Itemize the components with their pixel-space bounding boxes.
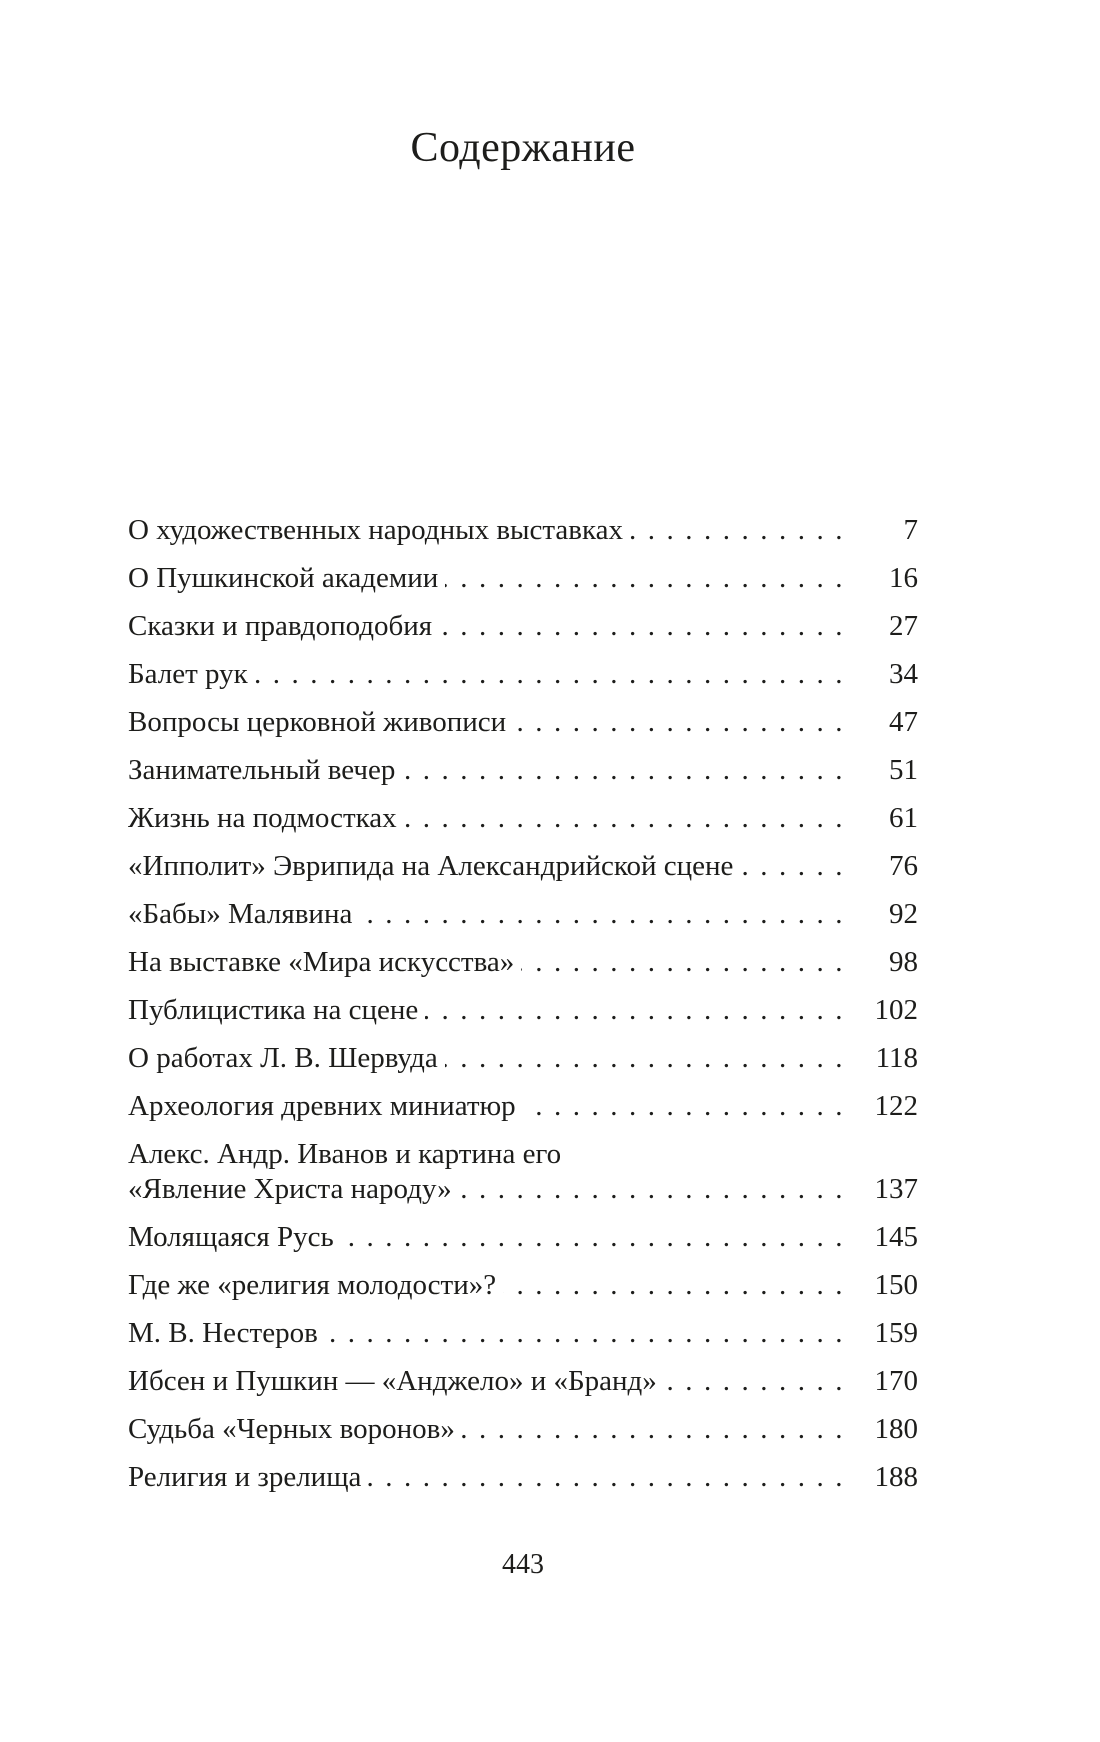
toc-entry-page: 34 — [889, 658, 918, 690]
toc-entry-page: 7 — [903, 514, 918, 546]
toc-entry — [128, 993, 918, 1028]
toc-entry-title: «Бабы» Малявина — [128, 898, 353, 930]
toc-entry-line — [128, 1220, 918, 1255]
toc-entry-page: 47 — [889, 706, 918, 738]
toc-entry — [128, 1412, 918, 1447]
toc-entry-title: Где же «религия молодости»? — [128, 1269, 497, 1301]
toc-entry-line — [128, 1460, 918, 1495]
page-number: 443 — [502, 1549, 544, 1580]
toc-entry — [128, 1137, 918, 1207]
toc-entry-page: 145 — [874, 1221, 918, 1253]
toc-entry — [128, 945, 918, 980]
toc-entry-title: Судьба «Черных воронов» — [128, 1413, 455, 1445]
toc-entry — [128, 801, 918, 836]
toc-entry-title: Алекс. Андр. Иванов и картина его — [128, 1138, 562, 1170]
toc-entry-line — [128, 1172, 918, 1207]
page-title: Содержание — [410, 125, 636, 171]
dot-leader — [664, 1364, 854, 1399]
toc-entry-title: М. В. Нестеров — [128, 1317, 318, 1349]
dot-leader — [523, 1089, 854, 1124]
toc-entry-line — [128, 609, 918, 644]
toc-entry-line — [128, 1041, 918, 1076]
dot-leader — [503, 1268, 854, 1303]
toc-entry-title: На выставке «Мира искусства» — [128, 946, 515, 978]
toc-entry-line — [128, 1137, 918, 1172]
toc-entry-page: 159 — [874, 1317, 918, 1349]
toc-entry — [128, 657, 918, 692]
toc-entry-page: 188 — [874, 1461, 918, 1493]
toc-entry — [128, 705, 918, 740]
toc-entry-page: 102 — [874, 994, 918, 1026]
dot-leader — [255, 657, 854, 692]
toc-entry-title: О работах Л. В. Шервуда — [128, 1042, 438, 1074]
toc-entry-page: 51 — [889, 754, 918, 786]
toc-entry-title: Занимательный вечер — [128, 754, 396, 786]
toc-entry-title: Археология древних миниатюр — [128, 1090, 516, 1122]
dot-leader — [459, 1172, 854, 1207]
toc-entry — [128, 849, 918, 884]
toc-entry-line — [128, 513, 918, 548]
toc-entry — [128, 1316, 918, 1351]
toc-entry-title: О художественных народных выставках — [128, 514, 623, 546]
toc-entry — [128, 1268, 918, 1303]
dot-leader — [439, 609, 854, 644]
toc-entry-page: 150 — [874, 1269, 918, 1301]
toc-entry-line — [128, 753, 918, 788]
toc-entry — [128, 609, 918, 644]
toc-entry — [128, 1220, 918, 1255]
toc-entry-line — [128, 705, 918, 740]
toc-entry-line — [128, 897, 918, 932]
toc-entry-title: Жизнь на подмостках — [128, 802, 397, 834]
toc-entry-line — [128, 1268, 918, 1303]
toc-entry — [128, 1460, 918, 1495]
toc-entry — [128, 561, 918, 596]
dot-leader — [368, 1460, 854, 1495]
dot-leader — [445, 1041, 854, 1076]
toc-entry — [128, 513, 918, 548]
toc-entry — [128, 1041, 918, 1076]
dot-leader — [513, 705, 854, 740]
dot-leader — [462, 1412, 854, 1447]
dot-leader — [521, 945, 854, 980]
toc-entry-title: Молящаяся Русь — [128, 1221, 334, 1253]
toc-entry-page: 98 — [889, 946, 918, 978]
toc-entry-title: Балет рук — [128, 658, 248, 690]
toc-entry-title: «Ипполит» Эврипида на Александрийской сцене — [128, 850, 734, 882]
dot-leader — [740, 849, 854, 884]
toc-entry-line — [128, 1316, 918, 1351]
dot-leader — [402, 753, 854, 788]
book-page-content — [128, 0, 918, 1742]
toc-entry-title: О Пушкинской академии — [128, 562, 439, 594]
dot-leader — [630, 513, 854, 548]
toc-entry-title: Ибсен и Пушкин — «Анджело» и «Бранд» — [128, 1365, 657, 1397]
toc-entry-page: 16 — [889, 562, 918, 594]
dot-leader — [445, 561, 854, 596]
toc-entry-title: Религия и зрелища — [128, 1461, 362, 1493]
toc-entry-line — [128, 1364, 918, 1399]
toc-entry-line — [128, 1412, 918, 1447]
dot-leader — [325, 1316, 854, 1351]
dot-leader — [425, 993, 854, 1028]
toc-entry-page: 122 — [874, 1090, 918, 1122]
toc-entry-page: 137 — [874, 1173, 918, 1205]
dot-leader — [404, 801, 854, 836]
toc-entry-line — [128, 801, 918, 836]
toc-entry-title: Публицистика на сцене — [128, 994, 419, 1026]
toc-entry — [128, 753, 918, 788]
toc-list — [128, 513, 918, 1508]
toc-entry-page: 61 — [889, 802, 918, 834]
toc-entry-line — [128, 993, 918, 1028]
toc-entry-title: Сказки и правдоподобия — [128, 610, 433, 642]
toc-entry-line — [128, 561, 918, 596]
toc-entry — [128, 1089, 918, 1124]
toc-entry-page: 170 — [874, 1365, 918, 1397]
dot-leader — [341, 1220, 854, 1255]
toc-entry-title: Вопросы церковной живописи — [128, 706, 507, 738]
toc-entry-title: «Явление Христа народу» — [128, 1173, 452, 1205]
toc-entry-page: 118 — [875, 1042, 918, 1074]
toc-entry-line — [128, 1089, 918, 1124]
toc-entry-line — [128, 657, 918, 692]
toc-entry-page: 76 — [889, 850, 918, 882]
toc-entry-page: 92 — [889, 898, 918, 930]
dot-leader — [359, 897, 854, 932]
toc-entry — [128, 897, 918, 932]
toc-entry-page: 27 — [889, 610, 918, 642]
toc-entry-line — [128, 849, 918, 884]
toc-entry-page: 180 — [874, 1413, 918, 1445]
toc-entry — [128, 1364, 918, 1399]
toc-entry-line — [128, 945, 918, 980]
